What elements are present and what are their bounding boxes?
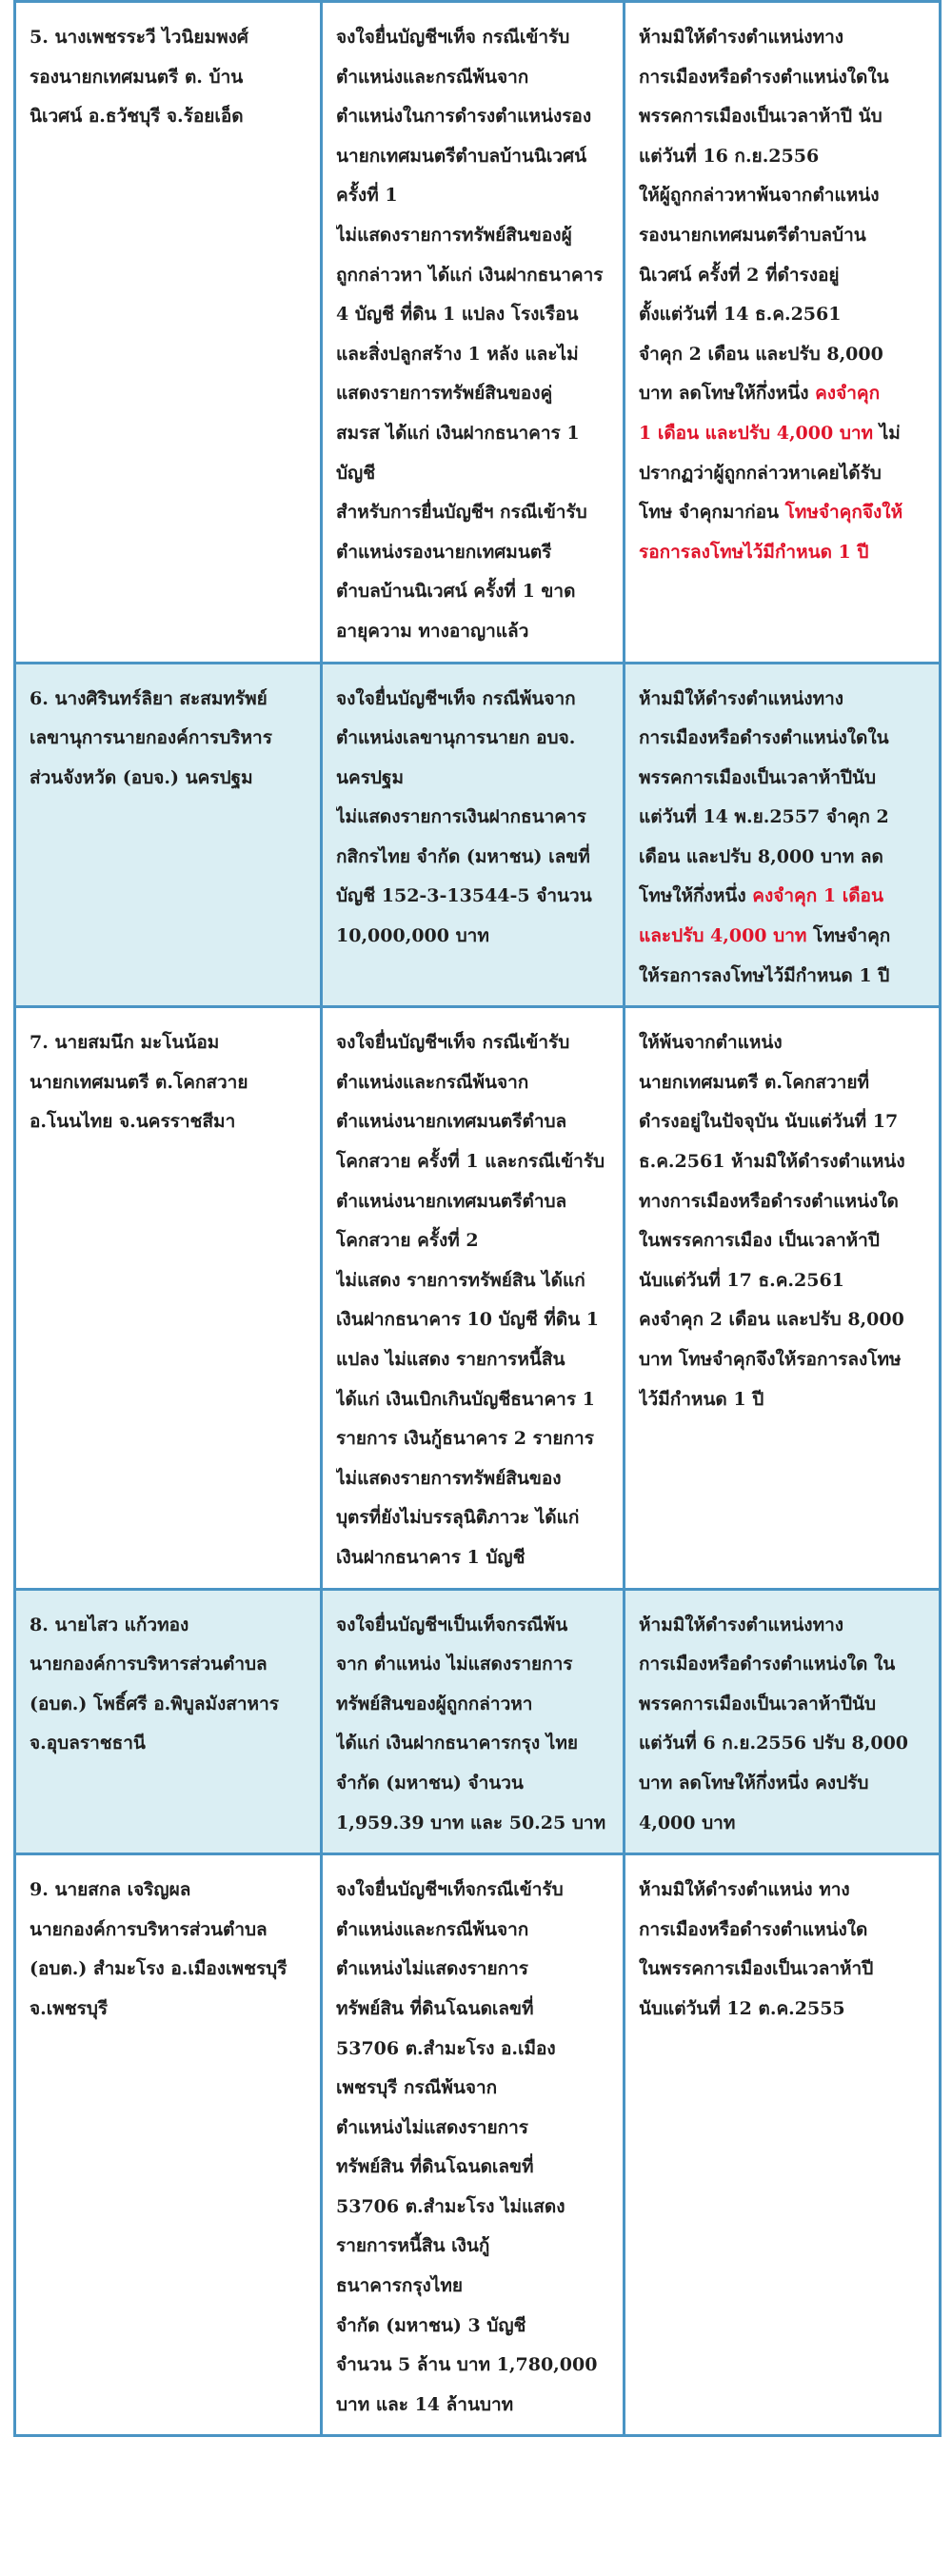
accused-cell	[15, 663, 322, 1007]
offense-line: ตำบลบ้านนิเวศน์ ครั้งที่ 1 ขาด	[336, 581, 576, 603]
offense-line: กสิกรไทย จำกัด (มหาชน) เลขที่	[336, 845, 590, 867]
penalty-highlight: คงจำคุก	[815, 383, 881, 405]
page	[13, 0, 939, 2437]
penalty-line	[639, 335, 925, 375]
offense-line: จาก ตำแหน่ง ไม่แสดงรายการ	[336, 1654, 573, 1675]
penalty-line	[639, 1221, 925, 1261]
penalty-text: ให้ผู้ถูกกล่าวหาพ้นจากตำแหน่ง	[639, 185, 880, 207]
penalty-line	[639, 493, 925, 533]
offense-line: บัญชี	[336, 462, 376, 484]
offense-line: โคกสวาย ครั้งที่ 2	[336, 1230, 479, 1252]
penalty-text: การเมืองหรือดำรงตำแหน่งใดใน	[639, 66, 889, 88]
penalty-text: พรรคการเมืองเป็นเวลาห้าปี นับ	[639, 106, 883, 128]
accused-line: 7. นายสมนึก มะโนน้อม	[30, 1032, 220, 1054]
accused-cell	[15, 1589, 322, 1854]
offense-line: แสดงรายการทรัพย์สินของคู่	[336, 383, 553, 405]
offense-line: แปลง ไม่แสดง รายการหนี้สิน	[336, 1349, 565, 1370]
penalty-cell	[625, 2, 941, 664]
penalty-line	[639, 18, 925, 58]
table-row	[15, 1589, 941, 1854]
penalty-text: บาท ลดโทษให้กึ่งหนึ่ง	[639, 383, 816, 405]
penalty-text: บาท ลดโทษให้กึ่งหนึ่ง คงปรับ	[639, 1772, 869, 1793]
offense-line: 4 บัญชี ที่ดิน 1 แปลง โรงเรือน	[336, 304, 579, 326]
penalty-text: การเมืองหรือดำรงตำแหน่งใดใน	[639, 727, 889, 749]
penalty-text: ในพรรคการเมือง เป็นเวลาห้าปี	[639, 1230, 880, 1252]
accused-line: 8. นายไสว แก้วทอง	[30, 1614, 189, 1635]
table-row	[15, 663, 941, 1007]
penalty-line	[639, 533, 925, 573]
offense-line: และสิ่งปลูกสร้าง 1 หลัง และไม่	[336, 343, 579, 365]
accused-line: อ.โนนไทย จ.นครราชสีมา	[30, 1111, 236, 1133]
offense-line: ตำแหน่งนายกเทศมนตรีตำบล	[336, 1190, 567, 1212]
offense-line: นายกเทศมนตรีตำบลบ้านนิเวศน์	[336, 145, 587, 167]
penalty-line	[639, 759, 925, 799]
penalty-line	[639, 137, 925, 177]
offense-line: จำกัด (มหาชน) จำนวน	[336, 1772, 524, 1793]
penalty-text: ห้ามมิให้ดำรงตำแหน่ง ทาง	[639, 1879, 850, 1901]
accused-line: จ.อุบลราชธานี	[30, 1733, 146, 1754]
penalty-text: การเมืองหรือดำรงตำแหน่งใด	[639, 1918, 868, 1940]
penalty-cell	[625, 1007, 941, 1589]
offense-line: ไม่แสดงรายการทรัพย์สินของผู้	[336, 224, 572, 246]
accused-line: นายกเทศมนตรี ต.โคกสวาย	[30, 1071, 248, 1093]
penalty-highlight: 1 เดือน และปรับ 4,000 บาท	[639, 422, 874, 444]
offense-line: ตำแหน่งเลขานุการนายก อบจ.	[336, 727, 576, 749]
penalty-text: ห้ามมิให้ดำรงตำแหน่งทาง	[639, 1614, 844, 1635]
accused-line: เลขานุการนายกองค์การบริหาร	[30, 727, 272, 749]
penalty-text: ดำรงอยู่ในปัจจุบัน นับแต่วันที่ 17	[639, 1111, 899, 1133]
penalty-line	[639, 1764, 925, 1804]
offense-cell	[322, 1589, 625, 1854]
offense-line: จำนวน 5 ล้าน บาท 1,780,000	[336, 2354, 598, 2376]
penalty-line	[639, 1606, 925, 1646]
penalty-line	[639, 680, 925, 720]
offense-line: ตำแหน่งและกรณีพ้นจาก	[336, 1071, 529, 1093]
penalty-line	[639, 1380, 925, 1420]
penalty-line	[639, 1871, 925, 1911]
penalty-highlight: รอการลงโทษไว้มีกำหนด 1 ปี	[639, 541, 869, 563]
offense-line: ตำแหน่งในการดำรงตำแหน่งรอง	[336, 106, 592, 128]
penalty-text: พรรคการเมืองเป็นเวลาห้าปีนับ	[639, 766, 877, 788]
accused-line: 9. นายสกล เจริญผล	[30, 1879, 191, 1901]
penalty-line	[639, 1804, 925, 1844]
penalty-text: การเมืองหรือดำรงตำแหน่งใด ใน	[639, 1654, 896, 1675]
penalty-highlight: โทษจำคุกจึงให้	[784, 502, 903, 524]
penalty-text: บาท โทษจำคุกจึงให้รอการลงโทษ	[639, 1349, 902, 1370]
penalty-text: นิเวศน์ ครั้งที่ 2 ที่ดำรงอยู่	[639, 264, 840, 286]
offense-line: จำกัด (มหาชน) 3 บัญชี	[336, 2314, 526, 2336]
penalty-text: ตั้งแต่วันที่ 14 ธ.ค.2561	[639, 304, 842, 326]
accused-line: จ.เพชรบุรี	[30, 1997, 109, 2019]
offense-line: ได้แก่ เงินฝากธนาคารกรุง ไทย	[336, 1733, 578, 1754]
accused-cell	[15, 2, 322, 664]
penalty-text: ทางการเมืองหรือดำรงตำแหน่งใด	[639, 1190, 899, 1212]
offense-line: ตำแหน่งรองนายกเทศมนตรี	[336, 541, 552, 563]
offense-line: ได้แก่ เงินเบิกเกินบัญชีธนาคาร 1	[336, 1388, 595, 1410]
penalty-text: ห้ามมิให้ดำรงตำแหน่งทาง	[639, 687, 844, 709]
offense-line: อายุความ ทางอาญาแล้ว	[336, 620, 529, 642]
accused-line: (อบต.) โพธิ์ศรี อ.พิบูลมังสาหาร	[30, 1693, 279, 1714]
penalty-line	[639, 58, 925, 98]
penalty-text: ให้รอการลงโทษไว้มีกำหนด 1 ปี	[639, 964, 890, 986]
penalty-cell	[625, 663, 941, 1007]
offense-line: เงินฝากธนาคาร 1 บัญชี	[336, 1546, 526, 1568]
offense-line: บุตรที่ยังไม่บรรลุนิติภาวะ ได้แก่	[336, 1507, 580, 1529]
penalty-line	[639, 957, 925, 997]
penalty-line	[639, 1340, 925, 1380]
penalty-line	[639, 1023, 925, 1063]
penalty-line	[639, 1182, 925, 1222]
offense-line: รายการ เงินกู้ธนาคาร 2 รายการ	[336, 1428, 594, 1450]
penalty-text: 4,000 บาท	[639, 1812, 736, 1833]
offense-line: บัญชี 152-3-13544-5 จำนวน	[336, 885, 592, 907]
penalty-text: ธ.ค.2561 ห้ามมิให้ดำรงตำแหน่ง	[639, 1151, 905, 1173]
penalty-text: ไว้มีกำหนด 1 ปี	[639, 1388, 764, 1410]
offense-line: บาท และ 14 ล้านบาท	[336, 2393, 514, 2415]
penalty-line	[639, 1911, 925, 1951]
offense-line: จงใจยื่นบัญชีฯเท็จ กรณีเข้ารับ	[336, 1032, 570, 1054]
penalty-line	[639, 1261, 925, 1301]
offense-line: ตำแหน่งไม่แสดงรายการ	[336, 1958, 528, 1980]
offense-line: สำหรับการยื่นบัญชีฯ กรณีเข้ารับ	[336, 502, 587, 524]
penalty-line	[639, 1063, 925, 1103]
penalty-line	[639, 1685, 925, 1725]
penalty-line	[639, 1990, 925, 2030]
offense-line: โคกสวาย ครั้งที่ 1 และกรณีเข้ารับ	[336, 1151, 605, 1173]
penalty-highlight: และปรับ 4,000 บาท	[639, 925, 807, 947]
penalty-line	[639, 295, 925, 335]
offense-line: ไม่แสดง รายการทรัพย์สิน ได้แก่	[336, 1269, 585, 1291]
table-row	[15, 1007, 941, 1589]
offense-line: ทรัพย์สิน ที่ดินโฉนดเลขที่	[336, 2156, 534, 2178]
penalty-text: รองนายกเทศมนตรีตำบลบ้าน	[639, 224, 866, 246]
penalty-table	[13, 0, 942, 2437]
penalty-cell	[625, 1854, 941, 2436]
penalty-line	[639, 917, 925, 957]
offense-line: ตำแหน่งนายกเทศมนตรีตำบล	[336, 1111, 567, 1133]
penalty-line	[639, 877, 925, 917]
accused-line: 6. นางศิรินทร์ลิยา สะสมทรัพย์	[30, 687, 268, 709]
offense-line: รายการหนี้สิน เงินกู้	[336, 2235, 490, 2257]
offense-cell	[322, 2, 625, 664]
penalty-line	[639, 1300, 925, 1340]
penalty-line	[639, 1645, 925, 1685]
accused-cell	[15, 1007, 322, 1589]
penalty-text: ในพรรคการเมืองเป็นเวลาห้าปี	[639, 1958, 874, 1980]
penalty-text: ไม่	[873, 422, 901, 444]
offense-line: ไม่แสดงรายการทรัพย์สินของ	[336, 1467, 562, 1489]
accused-line: รองนายกเทศมนตรี ต. บ้าน	[30, 66, 244, 88]
offense-line: เพชรบุรี กรณีพ้นจาก	[336, 2077, 498, 2099]
penalty-text: โทษจำคุก	[806, 925, 891, 947]
penalty-line	[639, 97, 925, 137]
penalty-line	[639, 216, 925, 256]
offense-line: 53706 ต.สำมะโรง ไม่แสดง	[336, 2195, 565, 2217]
accused-cell	[15, 1854, 322, 2436]
table-row	[15, 2, 941, 664]
offense-line: นครปฐม	[336, 766, 404, 788]
offense-cell	[322, 1854, 625, 2436]
penalty-line	[639, 414, 925, 454]
penalty-text: แต่วันที่ 14 พ.ย.2557 จำคุก 2	[639, 806, 889, 828]
penalty-line	[639, 374, 925, 414]
penalty-cell	[625, 1589, 941, 1854]
offense-line: ตำแหน่งและกรณีพ้นจาก	[336, 1918, 529, 1940]
penalty-text: พรรคการเมืองเป็นเวลาห้าปีนับ	[639, 1693, 877, 1714]
accused-line: ส่วนจังหวัด (อบจ.) นครปฐม	[30, 766, 253, 788]
accused-line: (อบต.) สำมะโรง อ.เมืองเพชรบุรี	[30, 1958, 288, 1980]
offense-line: เงินฝากธนาคาร 10 บัญชี ที่ดิน 1	[336, 1309, 600, 1331]
offense-line: 53706 ต.สำมะโรง อ.เมือง	[336, 2037, 556, 2059]
penalty-line	[639, 1950, 925, 1990]
offense-line: ตำแหน่งไม่แสดงรายการ	[336, 2116, 528, 2138]
penalty-text: ปรากฏว่าผู้ถูกกล่าวหาเคยได้รับ	[639, 462, 882, 484]
penalty-text: นับแต่วันที่ 12 ต.ค.2555	[639, 1997, 845, 2019]
penalty-text: โทษ จำคุกมาก่อน	[639, 502, 785, 524]
penalty-text: นายกเทศมนตรี ต.โคกสวายที่	[639, 1071, 870, 1093]
penalty-text: แต่วันที่ 16 ก.ย.2556	[639, 145, 820, 167]
offense-line: ธนาคารกรุงไทย	[336, 2275, 464, 2297]
offense-line: ถูกกล่าวหา ได้แก่ เงินฝากธนาคาร	[336, 264, 604, 286]
penalty-line	[639, 1142, 925, 1182]
offense-line: จงใจยื่นบัญชีฯเท็จกรณีเข้ารับ	[336, 1879, 564, 1901]
offense-cell	[322, 663, 625, 1007]
accused-line: นิเวศน์ อ.ธวัชบุรี จ.ร้อยเอ็ด	[30, 106, 244, 128]
offense-line: ทรัพย์สิน ที่ดินโฉนดเลขที่	[336, 1997, 534, 2019]
offense-line: จงใจยื่นบัญชีฯเท็จ กรณีพ้นจาก	[336, 687, 576, 709]
penalty-line	[639, 1724, 925, 1764]
penalty-line	[639, 798, 925, 838]
offense-cell	[322, 1007, 625, 1589]
penalty-line	[639, 1102, 925, 1142]
penalty-line	[639, 454, 925, 494]
offense-line: ไม่แสดงรายการเงินฝากธนาคาร	[336, 806, 586, 828]
penalty-text: นับแต่วันที่ 17 ธ.ค.2561	[639, 1269, 844, 1291]
offense-line: 1,959.39 บาท และ 50.25 บาท	[336, 1812, 606, 1833]
accused-line: นายกองค์การบริหารส่วนตำบล	[30, 1918, 268, 1940]
offense-line: สมรส ได้แก่ เงินฝากธนาคาร 1	[336, 422, 580, 444]
accused-line: 5. นางเพชรระวี ไวนิยมพงศ์	[30, 27, 248, 48]
penalty-highlight: คงจำคุก 1 เดือน	[752, 885, 883, 907]
penalty-text: ห้ามมิให้ดำรงตำแหน่งทาง	[639, 27, 844, 48]
offense-line: จงใจยื่นบัญชีฯเป็นเท็จกรณีพ้น	[336, 1614, 568, 1635]
penalty-text: เดือน และปรับ 8,000 บาท ลด	[639, 845, 883, 867]
offense-line: ครั้งที่ 1	[336, 185, 398, 207]
penalty-line	[639, 719, 925, 759]
penalty-text: ให้พ้นจากตำแหน่ง	[639, 1032, 783, 1054]
penalty-text: จำคุก 2 เดือน และปรับ 8,000	[639, 343, 883, 365]
accused-line: นายกองค์การบริหารส่วนตำบล	[30, 1654, 268, 1675]
offense-line: 10,000,000 บาท	[336, 925, 489, 947]
penalty-text: โทษให้กึ่งหนึ่ง	[639, 885, 753, 907]
penalty-line	[639, 256, 925, 296]
penalty-line	[639, 838, 925, 878]
offense-line: ทรัพย์สินของผู้ถูกกล่าวหา	[336, 1693, 533, 1714]
table-row	[15, 1854, 941, 2436]
offense-line: จงใจยื่นบัญชีฯเท็จ กรณีเข้ารับ	[336, 27, 570, 48]
penalty-line	[639, 176, 925, 216]
penalty-text: คงจำคุก 2 เดือน และปรับ 8,000	[639, 1309, 904, 1331]
penalty-text: แต่วันที่ 6 ก.ย.2556 ปรับ 8,000	[639, 1733, 909, 1754]
offense-line: ตำแหน่งและกรณีพ้นจาก	[336, 66, 529, 88]
